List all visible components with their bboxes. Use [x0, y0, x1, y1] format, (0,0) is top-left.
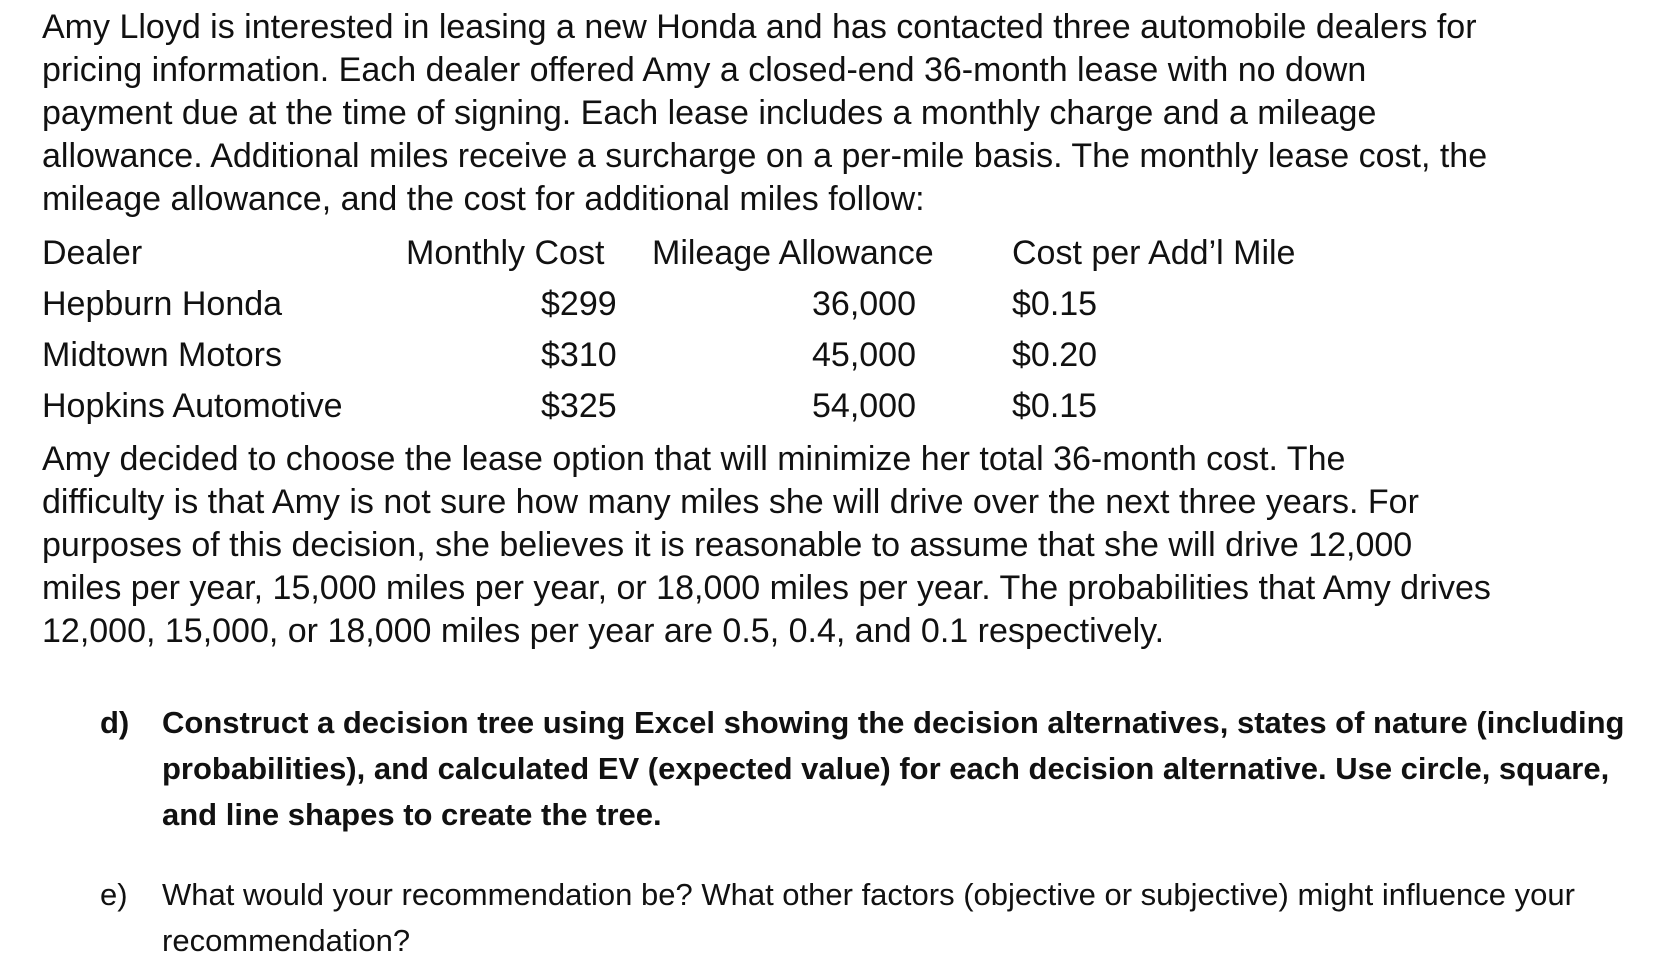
header-monthly-cost: Monthly Cost — [406, 234, 605, 272]
cell-cost-per-addl-mile: $0.20 — [1012, 336, 1098, 374]
header-dealer: Dealer — [42, 234, 143, 272]
cell-dealer: Hepburn Honda — [42, 285, 283, 323]
decision-paragraph: Amy decided to choose the lease option that will minimize her total 36-month cost. The difficulty is that Amy is not sure how many miles she will drive over the next three years. For purposes of this decision, she believes it is reasonable to assume that she will drive 12,000 miles per year, 15,000 miles per year, or 18,000 miles per year. The probabilities that Amy drives 12,000, 15,000, or 18,000 miles per year are 0.5, 0.4, and 0.1 respectively. — [42, 440, 1491, 650]
cell-dealer: Hopkins Automotive — [42, 387, 343, 425]
cell-monthly-cost: $310 — [541, 336, 617, 374]
cell-cost-per-addl-mile: $0.15 — [1012, 285, 1098, 323]
cell-monthly-cost: $299 — [541, 285, 617, 323]
question-text: What would your recommendation be? What other factors (objective or subjective) might influence your recommendation? — [162, 877, 1575, 958]
intro-paragraph: Amy Lloyd is interested in leasing a new Honda and has contacted three automobile dealers for pricing information. Each dealer offered Amy a closed-end 36-month lease with no down payment due at the time of signing. Each lease includes a monthly charge and a mileage allowance. Additional miles receive a surcharge on a per-mile basis. The monthly lease cost, the mileage allowance, and the cost for additional miles follow: — [42, 8, 1488, 218]
table-row — [42, 330, 1542, 381]
cell-mileage-allowance: 36,000 — [812, 285, 916, 323]
header-mileage-allowance: Mileage Allowance — [652, 234, 934, 272]
cell-monthly-cost: $325 — [541, 387, 617, 425]
question-label: d) — [100, 705, 130, 740]
table-row — [42, 381, 1542, 432]
header-cost-per-addl-mile: Cost per Add’l Mile — [1012, 234, 1296, 272]
cell-mileage-allowance: 45,000 — [812, 336, 916, 374]
question-text: Construct a decision tree using Excel showing the decision alternatives, states of nature (including probabilities), and calculated EV (expected value) for each decision alternative. Use circle, square, and line shapes to create the tree. — [162, 705, 1625, 832]
cell-dealer: Midtown Motors — [42, 336, 282, 374]
cell-cost-per-addl-mile: $0.15 — [1012, 387, 1098, 425]
table-row — [42, 279, 1542, 330]
table-header-row — [42, 228, 1542, 279]
cell-mileage-allowance: 54,000 — [812, 387, 916, 425]
question-label: e) — [100, 877, 128, 912]
lease-table — [42, 228, 1542, 432]
